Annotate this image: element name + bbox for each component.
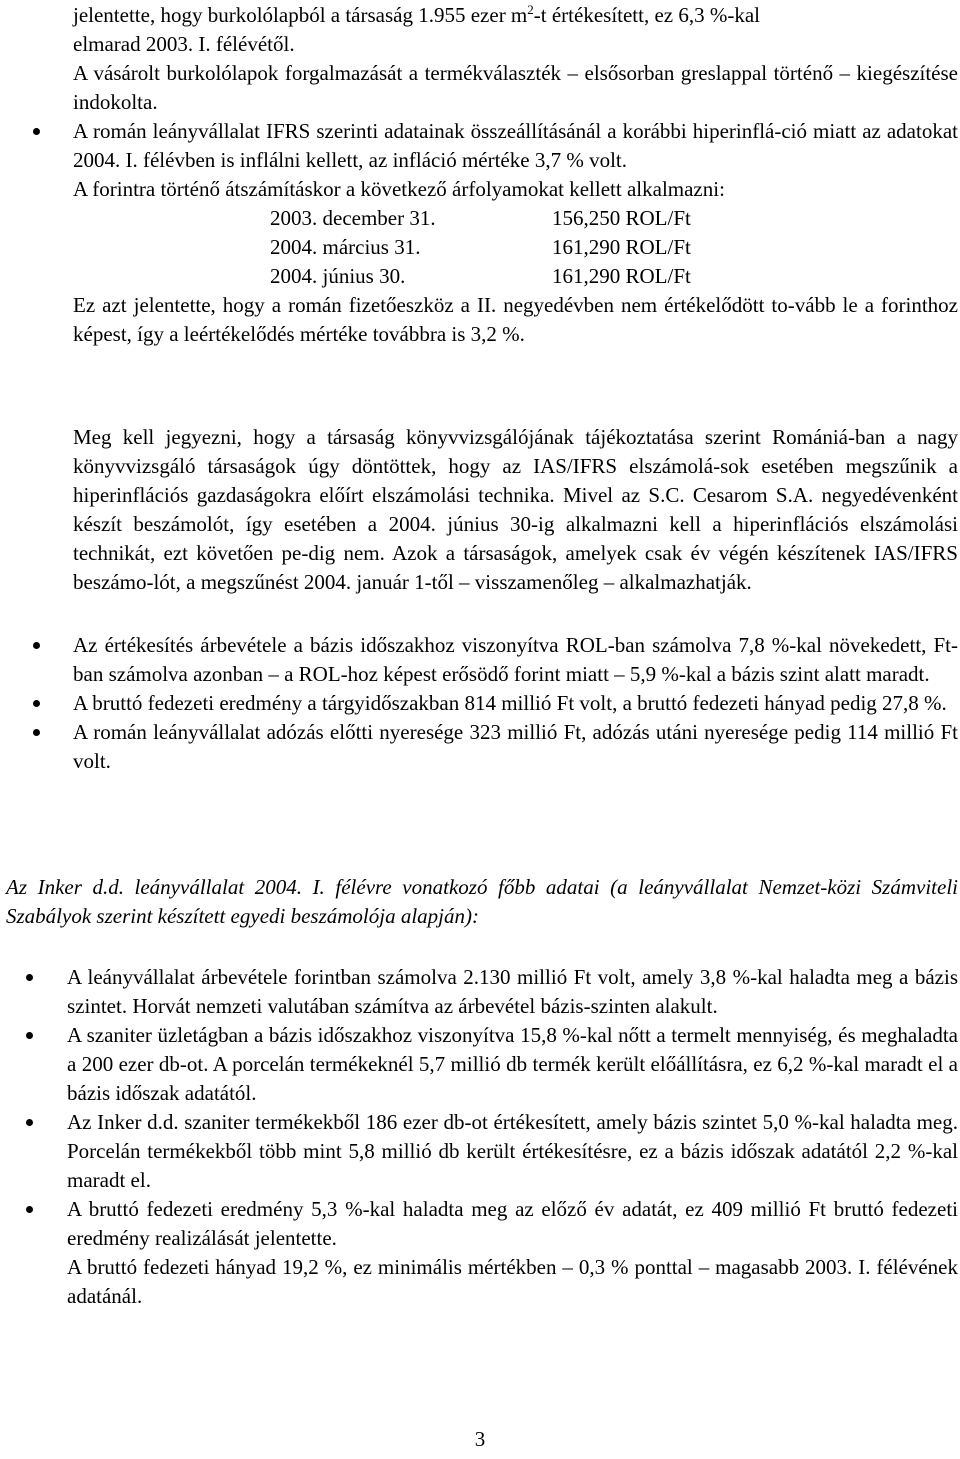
table-row [0,204,958,233]
purchase-paragraph: A vásárolt burkolólapok forgalmazását a termékválaszték – elsősorban greslappal történő – kiegészítése indokolta. [73,61,958,114]
bullet-icon [26,1206,33,1213]
table-row [0,262,958,291]
list-item-text: Az értékesítés árbevétele a bázis időszakhoz viszonyítva ROL-ban számolva 7,8 %-kal növekedett, Ft-ban számolva azonban – a ROL-hoz képest erősödő forint miatt – 5,9 %-kal a bázis szint alatt maradt. [73,633,958,686]
bullet-icon [33,729,40,736]
audit-note-text: Meg kell jegyezni, hogy a társaság könyvvizsgálójának tájékoztatása szerint Romániá-ban a nagy könyvvizsgáló társaságok úgy döntöttek, hogy az IAS/IFRS elszámolá-sok esetében megszűnik a hiperinflációs gazdaságokra előírt elszámolási technika. Mivel az S.C. Cesarom S.A. negyedévenként készít beszámolót, így esetében a 2004. június 30-ig alkalmazni kell a hiperinflációs elszámolási technikát, ezt követően pe-dig nem. Azok a társaságok, amelyek csak év végén készítenek IAS/IFRS beszámo-lót, a megszűnést 2004. január 1-től – visszamenőleg – alkalmazhatják. [73,425,958,594]
list-item [0,689,958,718]
list-item [0,1021,958,1108]
rate-value: 161,290 ROL/Ft [552,264,691,288]
rate-date: 2003. december 31. [270,206,436,230]
bullet-icon [33,642,40,649]
rate-date: 2004. március 31. [270,235,421,259]
sales-line-text: jelentette, hogy burkolólapból a társaság 1.955 ezer m [73,3,528,27]
bullet-icon [26,1119,33,1126]
top-section [73,1,958,117]
romanian-bullet-text: A román leányvállalat IFRS szerinti adatainak összeállításánál a korábbi hiperinflá-ció miatt az adatokat 2004. I. félévben is inflálni kellett, az infláció mértéke 3,7 % volt. [73,119,958,172]
sales-line-2: elmarad 2003. I. félévétől. [73,32,295,56]
exchange-rate-table [0,204,958,291]
sales-line-text-2: -t értékesített, ez 6,3 %-kal [533,3,761,27]
list-item-text: A bruttó fedezeti eredmény 5,3 %-kal haladta meg az előző év adatát, ez 409 millió Ft bruttó fedezeti eredmény realizálását jelentette. [67,1197,958,1250]
inker-heading [6,873,958,931]
list-item [0,718,958,776]
list-item-text: Az Inker d.d. szaniter termékekből 186 ezer db-ot értékesített, amely bázis szintet 5,0 %-kal haladta meg. Porcelán termékekből több mint 5,8 millió db került értékesítésre, ez a bázis időszak adatától 2,2 %-kal maradt el. [67,1110,958,1192]
page-number: 3 [474,1427,486,1451]
rate-value: 156,250 ROL/Ft [552,206,691,230]
list-item-text: A bruttó fedezeti eredmény a tárgyidőszakban 814 millió Ft volt, a bruttó fedezeti hányad pedig 27,8 %. [73,691,947,715]
list-item-text: A román leányvállalat adózás előtti nyeresége 323 millió Ft, adózás utáni nyeresége pedig 114 millió Ft volt. [73,720,958,773]
rates-intro: A forintra történő átszámításkor a következő árfolyamokat kellett alkalmazni: [73,177,725,201]
sales-line [73,1,958,30]
bullet-icon [26,974,33,981]
list-item [0,631,958,689]
bullet-icon [26,1032,33,1039]
rate-date: 2004. június 30. [270,264,406,288]
superscript: 2 [527,2,534,17]
bullet-list-inker [0,963,958,1311]
rate-value: 161,290 ROL/Ft [552,235,691,259]
section-heading: Az Inker d.d. leányvállalat 2004. I. félévre vonatkozó főbb adatai (a leányvállalat Nemzet-közi Számviteli Szabályok szerint készített egyedi beszámolója alapján): [6,875,958,928]
list-item-text: A leányvállalat árbevétele forintban számolva 2.130 millió Ft volt, amely 3,8 %-kal haladta meg a bázis szintet. Horvát nemzeti valutában számítva az árbevétel bázis-szinten alakult. [67,965,958,1018]
list-item [0,963,958,1021]
bullet-icon [33,700,40,707]
romanian-section [0,117,958,349]
audit-note [73,423,958,597]
table-row [0,233,958,262]
bullet-list-romania [0,631,958,776]
rates-conclusion: Ez azt jelentette, hogy a román fizetőeszköz a II. negyedévben nem értékelődött to-vább le a forinthoz képest, így a leértékelődés mértéke továbbra is 3,2 %. [73,293,958,346]
bullet-icon [33,128,40,135]
list-item [0,1108,958,1195]
list-item-text: A szaniter üzletágban a bázis időszakhoz viszonyítva 15,8 %-kal nőtt a termelt mennyiség, és meghaladta a 200 ezer db-ot. A porcelán termékeknél 5,7 millió db termék került előállításra, ez 6,2 %-kal maradt el a bázis időszak adatától. [67,1023,958,1105]
list-item [0,117,958,204]
list-item [0,1195,958,1311]
final-note: A bruttó fedezeti hányad 19,2 %, ez minimális mértékben – 0,3 % ponttal – magasabb 2003. I. félévének adatánál. [67,1255,958,1308]
